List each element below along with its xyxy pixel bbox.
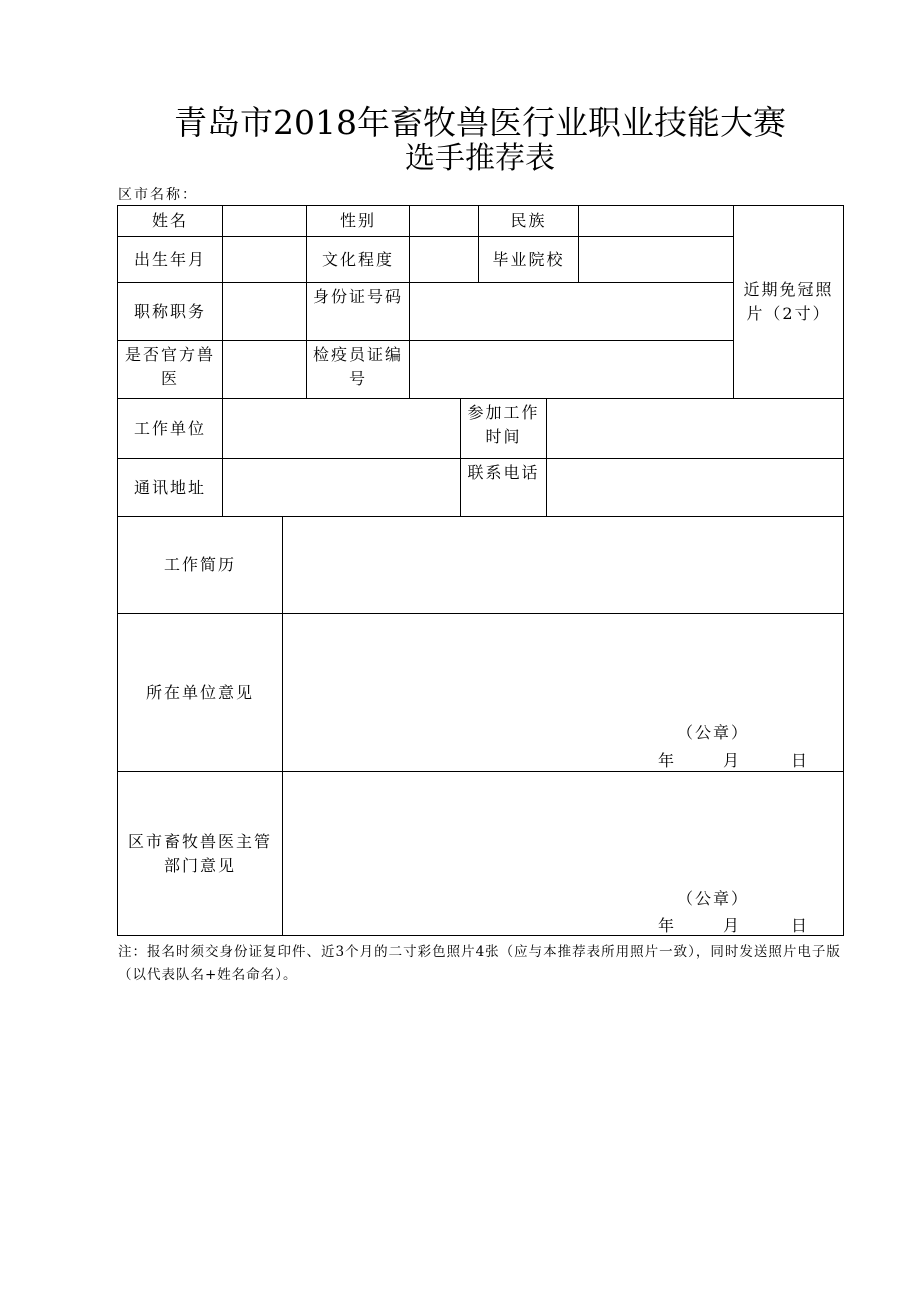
birth-field[interactable] <box>222 236 307 283</box>
employer-opinion-field[interactable] <box>282 613 844 772</box>
employer-opinion-label: 所在单位意见 <box>117 613 283 772</box>
title-position-label: 职称职务 <box>117 282 223 341</box>
date-day-label: 日 <box>791 916 810 935</box>
official-vet-label: 是否官方兽医 <box>117 340 223 399</box>
resume-field[interactable] <box>282 516 844 614</box>
form-subtitle: 选手推荐表 <box>405 141 555 176</box>
ethnicity-label: 民族 <box>478 205 579 237</box>
name-label: 姓名 <box>117 205 223 237</box>
school-field[interactable] <box>578 236 734 283</box>
seal-label: （公章） <box>677 723 750 742</box>
education-field[interactable] <box>409 236 479 283</box>
date-day-label: 日 <box>791 751 810 770</box>
employer-label: 工作单位 <box>117 398 223 459</box>
date-month-label: 月 <box>723 916 742 935</box>
title-position-field[interactable] <box>222 282 307 341</box>
id-number-label: 身份证号码 <box>306 282 410 341</box>
phone-label: 联系电话 <box>460 458 547 517</box>
date-year-label: 年 <box>658 751 677 770</box>
education-label: 文化程度 <box>306 236 410 283</box>
school-label: 毕业院校 <box>478 236 579 283</box>
inspector-cert-label: 检疫员证编号 <box>306 340 410 399</box>
birth-label: 出生年月 <box>117 236 223 283</box>
official-vet-field[interactable] <box>222 340 307 399</box>
resume-label: 工作简历 <box>117 516 283 614</box>
dept-opinion-label: 区市畜牧兽医主管部门意见 <box>117 771 283 936</box>
seal-label: （公章） <box>677 889 750 908</box>
address-label: 通讯地址 <box>117 458 223 517</box>
work-start-label: 参加工作时间 <box>460 398 547 459</box>
address-field[interactable] <box>222 458 461 517</box>
gender-label: 性别 <box>306 205 410 237</box>
work-start-field[interactable] <box>546 398 844 459</box>
footnote: 注：报名时须交身份证复印件、近3个月的二寸彩色照片4张（应与本推荐表所用照片一致），同时发送照片电子版（以代表队名+姓名命名）。 <box>118 944 841 983</box>
photo-placeholder[interactable]: 近期免冠照片（2寸） <box>733 205 844 399</box>
ethnicity-field[interactable] <box>578 205 734 237</box>
date-month-label: 月 <box>723 751 742 770</box>
gender-field[interactable] <box>409 205 479 237</box>
phone-field[interactable] <box>546 458 844 517</box>
date-year-label: 年 <box>658 916 677 935</box>
id-number-field[interactable] <box>409 282 734 341</box>
name-field[interactable] <box>222 205 307 237</box>
district-name-label: 区市名称： <box>118 187 198 203</box>
form-title: 青岛市2018年畜牧兽医行业职业技能大赛 <box>174 103 786 142</box>
employer-field[interactable] <box>222 398 461 459</box>
inspector-cert-field[interactable] <box>409 340 734 399</box>
dept-opinion-field[interactable] <box>282 771 844 936</box>
